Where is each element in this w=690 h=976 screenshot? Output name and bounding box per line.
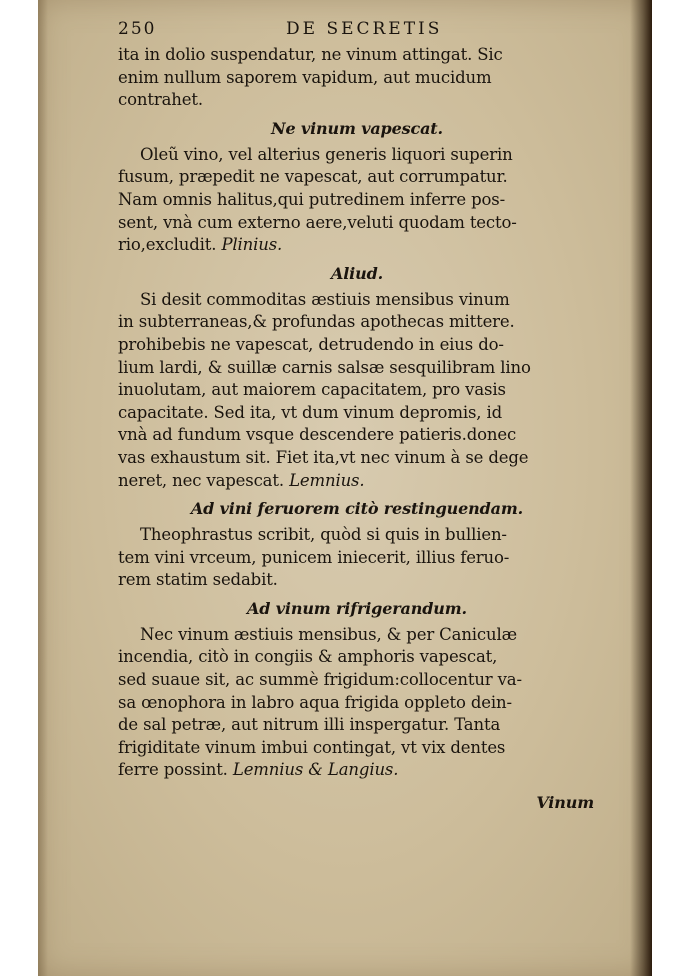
text-line-content: rio,excludit. [118,235,217,255]
text-line: Theophrastus scribit, quòd si quis in bullien- [140,525,507,545]
section-ne-vinum-vapescat [118,118,596,257]
text-line: frigiditate vinum imbui contingat, vt vix dentes [118,737,506,757]
page-text [118,0,596,815]
attribution: Lemnius. [289,470,365,490]
text-line [118,234,596,257]
section-aliud [118,263,596,492]
text-line: de sal petræ, aut nitrum illi inspergatur. Tanta [118,715,501,735]
section-continuation [118,44,596,112]
section-ad-vini-feruorem [118,498,596,592]
catchword: Vinum [536,793,594,813]
text-line: tem vini vrceum, punicem iniecerit, illius feruo- [118,547,510,567]
text-line: Oleũ vino, vel alterius generis liquori superin [140,144,513,164]
attribution: Plinius. [221,235,283,255]
text-line: ita in dolio suspendatur, ne vinum attingat. Sic [118,45,503,64]
section-heading: Ne vinum vapescat. [271,118,443,138]
text-line: sent, vnà cum externo aere,veluti quodam tecto- [118,212,517,232]
text-line: rem statim sedabit. [118,570,278,590]
text-line: vas exhaustum sit. Fiet ita,vt nec vinum à se dege [118,447,529,467]
page-header [118,18,596,44]
text-line: fusum, præpedit ne vapescat, aut corrumpatur. [118,167,508,187]
text-line: prohibebis ne vapescat, detrudendo in eius do- [118,334,504,354]
page-gutter-shadow [38,0,48,976]
text-line: Nam omnis halitus,qui putredinem inferre pos- [118,189,506,209]
running-head: DE SECRETIS [286,19,443,39]
text-line: capacitate. Sed ita, vt dum vinum depromis, id [118,402,503,422]
section-heading: Ad vini feruorem citò restinguendam. [190,499,524,519]
section-heading: Ad vinum rifrigerandum. [247,598,467,618]
section-heading: Aliud. [330,263,384,283]
section-ad-vinum-refrigerandum [118,598,596,782]
text-line: enim nullum saporem vapidum, aut mucidum [118,67,492,87]
page-number: 250 [118,19,157,39]
attribution: Lemnius & Langius. [232,760,399,780]
text-line: lium lardi, & suillæ carnis salsæ sesquilibram lino [118,357,531,377]
text-line-content: neret, nec vapescat. [118,470,284,490]
text-line: sed suaue sit, ac summè frigidum:collocentur va- [118,670,522,690]
text-line: Nec vinum æstiuis mensibus, & per Caniculæ [140,624,517,644]
text-line: contrahet. [118,90,203,110]
text-line-content: ferre possint. [118,760,228,780]
text-line: incendia, citò in congiis & amphoris vapescat, [118,647,498,667]
page-edge-shadow [630,0,652,976]
text-line: inuolutam, aut maiorem capacitatem, pro vasis [118,380,506,400]
text-line [118,470,596,493]
text-line: sa œnophora in labro aqua frigida oppleto dein- [118,692,512,712]
text-line [118,759,596,782]
text-line: in subterraneas,& profundas apothecas mittere. [118,312,515,332]
text-line: vnà ad fundum vsque descendere patieris.donec [118,425,517,445]
text-line: Si desit commoditas æstiuis mensibus vinum [140,289,510,309]
